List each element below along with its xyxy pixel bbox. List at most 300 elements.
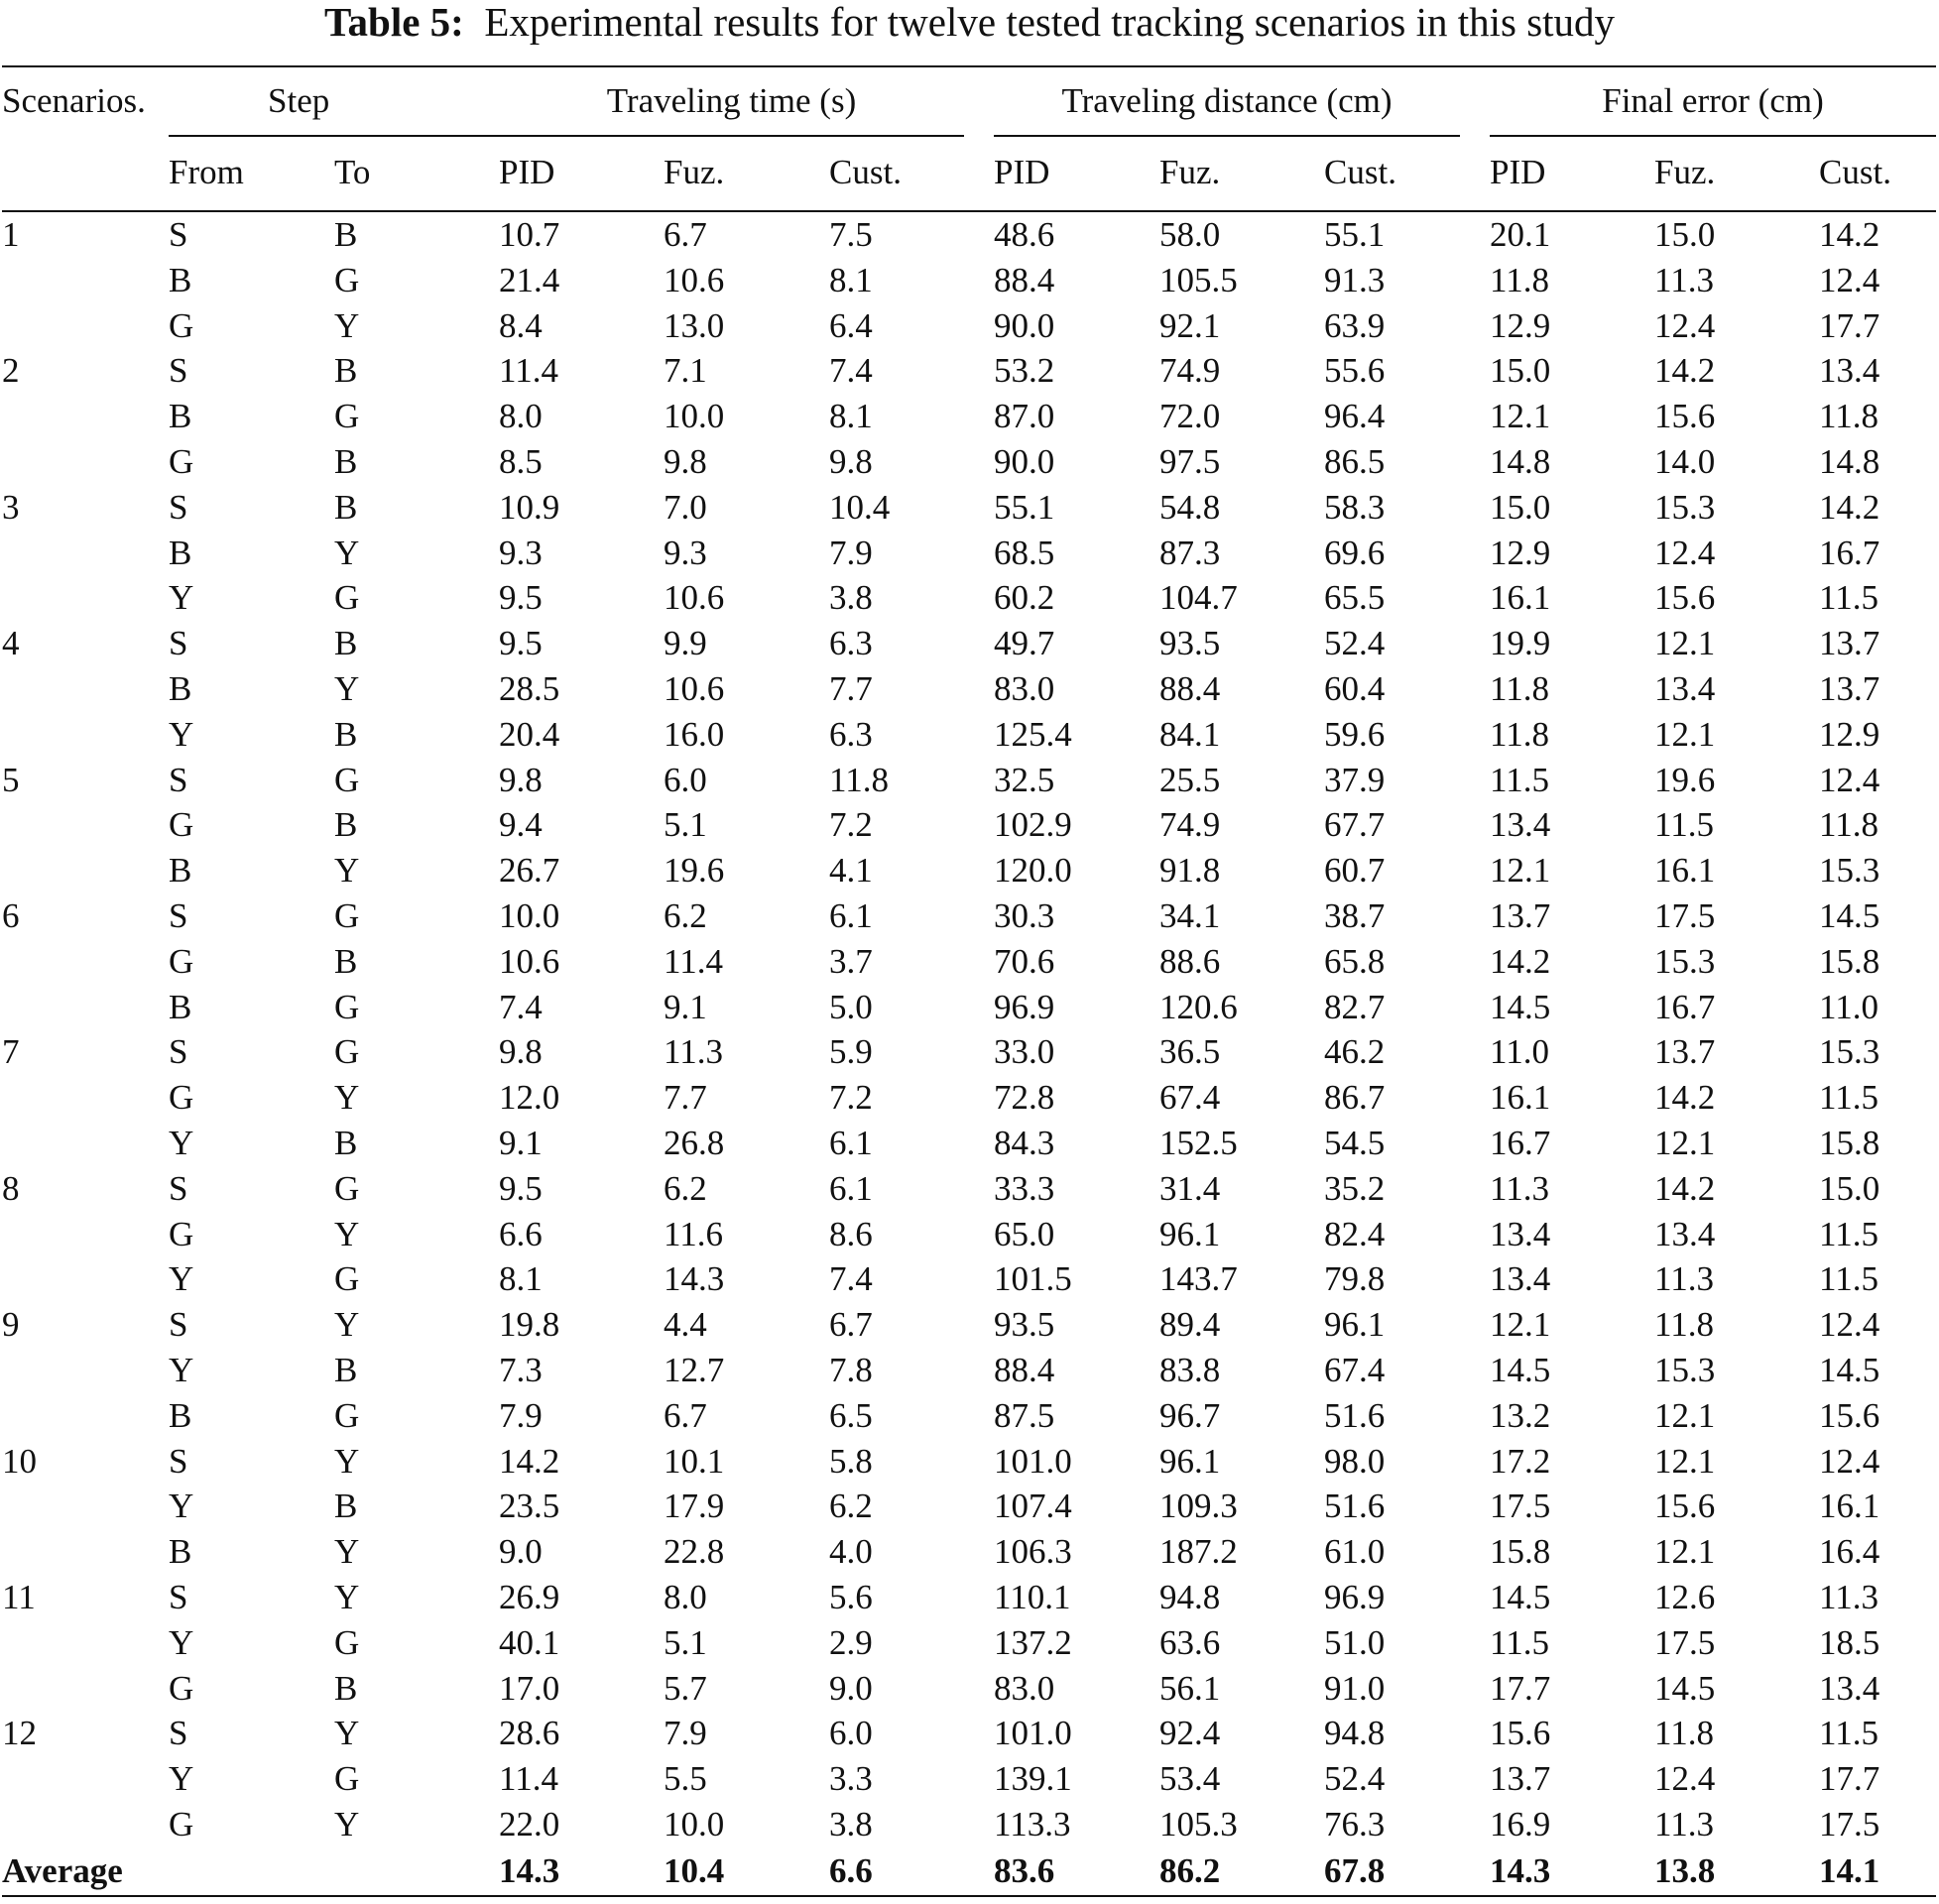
cell-dist-fuz: 96.7 [1159, 1395, 1221, 1435]
table-body [2, 212, 1936, 1847]
cell-dist-pid: 106.3 [994, 1532, 1072, 1572]
cell-dist-cust: 69.6 [1324, 533, 1386, 572]
cell-err-cust: 12.9 [1819, 714, 1880, 754]
cell-scenario: 1 [2, 215, 20, 254]
header-pid-dist: PID [994, 135, 1159, 211]
avg-dist-pid: 83.6 [994, 1847, 1159, 1896]
cell-dist-fuz: 104.7 [1159, 578, 1238, 618]
header-fuz-dist: Fuz. [1159, 135, 1324, 211]
cell-from: G [169, 941, 194, 981]
cell-dist-cust: 55.1 [1324, 215, 1386, 254]
cell-dist-cust: 79.8 [1324, 1259, 1386, 1299]
header-cust-err: Cust. [1819, 135, 1936, 211]
cell-time-cust: 10.4 [829, 487, 891, 527]
cell-from: B [169, 987, 192, 1026]
cell-dist-pid: 88.4 [994, 1350, 1055, 1389]
cell-to: B [334, 1350, 358, 1389]
cell-time-pid: 8.0 [499, 397, 543, 436]
cell-dist-pid: 48.6 [994, 215, 1055, 254]
avg-err-fuz: 13.8 [1654, 1847, 1819, 1896]
results-table [2, 65, 1936, 1897]
cell-to: Y [334, 1577, 360, 1616]
cell-scenario [2, 1393, 169, 1439]
cell-time-cust: 6.0 [829, 1714, 873, 1753]
cell-dist-fuz: 53.4 [1159, 1759, 1221, 1799]
cell-scenario: 5 [2, 760, 20, 799]
cell-time-fuz: 11.6 [664, 1214, 723, 1253]
cell-time-pid: 10.0 [499, 895, 560, 935]
cell-time-cust: 6.2 [829, 1487, 873, 1526]
cell-time-pid: 9.1 [499, 1123, 543, 1162]
cell-dist-cust: 76.3 [1324, 1804, 1386, 1844]
cell-dist-cust: 38.7 [1324, 895, 1386, 935]
cell-time-cust: 7.9 [829, 533, 873, 572]
cell-time-fuz: 7.7 [664, 1078, 707, 1118]
cell-dist-fuz: 67.4 [1159, 1078, 1221, 1118]
cell-to: G [334, 1032, 360, 1072]
cell-dist-pid: 90.0 [994, 441, 1055, 481]
cell-dist-pid: 65.0 [994, 1214, 1055, 1253]
cell-dist-fuz: 94.8 [1159, 1577, 1221, 1616]
cell-err-pid: 20.1 [1490, 215, 1551, 254]
cell-time-pid: 19.8 [499, 1305, 560, 1345]
cell-err-pid: 14.5 [1490, 1577, 1551, 1616]
cell-err-fuz: 19.6 [1654, 760, 1716, 799]
cell-dist-pid: 84.3 [994, 1123, 1055, 1162]
cell-time-pid: 26.7 [499, 851, 560, 891]
cell-scenario [2, 1802, 169, 1847]
cell-scenario [2, 531, 169, 576]
cell-time-fuz: 9.1 [664, 987, 707, 1026]
table-row [2, 1348, 1936, 1393]
cell-time-pid: 9.4 [499, 805, 543, 845]
cell-dist-fuz: 92.1 [1159, 305, 1221, 345]
caption-text: Experimental results for twelve tested tracking scenarios in this study [484, 0, 1616, 45]
cell-err-cust: 11.5 [1819, 1078, 1878, 1118]
cell-err-pid: 12.1 [1490, 851, 1551, 891]
cell-to: B [334, 805, 358, 845]
cell-dist-pid: 33.3 [994, 1168, 1055, 1208]
cell-to: Y [334, 851, 360, 891]
cell-err-cust: 17.5 [1819, 1804, 1880, 1844]
average-row [2, 1847, 1936, 1896]
header-sub-row [2, 135, 1936, 211]
cell-err-pid: 16.9 [1490, 1804, 1551, 1844]
cell-dist-cust: 59.6 [1324, 714, 1386, 754]
cell-err-fuz: 12.1 [1654, 1395, 1716, 1435]
cell-time-pid: 7.9 [499, 1395, 543, 1435]
cell-time-cust: 6.4 [829, 305, 873, 345]
cell-from: Y [169, 714, 194, 754]
cell-time-pid: 28.6 [499, 1714, 560, 1753]
cell-err-fuz: 11.3 [1654, 1804, 1714, 1844]
cell-time-fuz: 13.0 [664, 305, 725, 345]
cell-to: G [334, 1395, 360, 1435]
table-row [2, 439, 1936, 485]
cell-to: Y [334, 1441, 360, 1481]
table-row [2, 666, 1936, 712]
cell-time-pid: 6.6 [499, 1214, 543, 1253]
cell-dist-cust: 63.9 [1324, 305, 1386, 345]
cell-err-pid: 16.7 [1490, 1123, 1551, 1162]
cell-to: Y [334, 1214, 360, 1253]
table-row [2, 1029, 1936, 1075]
cell-to: G [334, 1259, 360, 1299]
cell-to: Y [334, 1714, 360, 1753]
cell-time-cust: 7.4 [829, 351, 873, 391]
avg-time-fuz: 10.4 [664, 1847, 829, 1896]
cell-err-fuz: 14.2 [1654, 351, 1716, 391]
table-row [2, 985, 1936, 1030]
table-row [2, 712, 1936, 758]
cell-dist-cust: 96.1 [1324, 1305, 1386, 1345]
cell-err-fuz: 12.1 [1654, 714, 1716, 754]
cell-dist-fuz: 58.0 [1159, 215, 1221, 254]
cell-err-pid: 15.0 [1490, 487, 1551, 527]
cell-scenario: 8 [2, 1168, 20, 1208]
cell-dist-pid: 33.0 [994, 1032, 1055, 1072]
cell-from: Y [169, 578, 194, 618]
cell-err-fuz: 13.7 [1654, 1032, 1716, 1072]
cell-time-fuz: 9.3 [664, 533, 707, 572]
cell-time-pid: 21.4 [499, 260, 560, 299]
cell-err-cust: 14.5 [1819, 1350, 1880, 1389]
cell-dist-pid: 72.8 [994, 1078, 1055, 1118]
cell-time-cust: 8.1 [829, 260, 873, 299]
cell-time-pid: 10.9 [499, 487, 560, 527]
cell-err-cust: 15.3 [1819, 851, 1880, 891]
cell-time-cust: 8.6 [829, 1214, 873, 1253]
cell-dist-cust: 46.2 [1324, 1032, 1386, 1072]
cell-err-cust: 14.5 [1819, 895, 1880, 935]
cell-time-pid: 9.0 [499, 1532, 543, 1572]
cell-time-cust: 5.8 [829, 1441, 873, 1481]
header-traveling-time: Traveling time (s) [606, 81, 857, 120]
cell-time-pid: 12.0 [499, 1078, 560, 1118]
cell-dist-cust: 82.4 [1324, 1214, 1386, 1253]
cell-time-cust: 6.1 [829, 1168, 873, 1208]
cell-err-cust: 11.5 [1819, 578, 1878, 618]
cell-err-cust: 14.8 [1819, 441, 1880, 481]
cell-to: Y [334, 1532, 360, 1572]
cell-dist-pid: 139.1 [994, 1759, 1072, 1799]
cell-time-pid: 10.7 [499, 215, 560, 254]
cell-from: S [169, 1714, 188, 1753]
cell-time-fuz: 10.1 [664, 1441, 725, 1481]
cell-scenario [2, 1620, 169, 1666]
cell-dist-cust: 94.8 [1324, 1714, 1386, 1753]
cell-err-pid: 15.6 [1490, 1714, 1551, 1753]
table-row [2, 1620, 1936, 1666]
cell-dist-cust: 65.8 [1324, 941, 1386, 981]
cell-from: Y [169, 1487, 194, 1526]
cell-time-cust: 7.2 [829, 805, 873, 845]
cell-from: Y [169, 1622, 194, 1662]
cell-err-pid: 12.9 [1490, 533, 1551, 572]
cell-scenario [2, 1256, 169, 1302]
cell-time-fuz: 9.8 [664, 441, 707, 481]
cell-err-cust: 11.8 [1819, 805, 1878, 845]
cell-time-fuz: 5.7 [664, 1668, 707, 1708]
cell-time-cust: 7.2 [829, 1078, 873, 1118]
cell-time-fuz: 14.3 [664, 1259, 725, 1299]
cell-scenario: 9 [2, 1305, 20, 1345]
table-row [2, 303, 1936, 349]
cell-dist-cust: 60.7 [1324, 851, 1386, 891]
cell-to: Y [334, 1078, 360, 1118]
cell-to: G [334, 987, 360, 1026]
cell-err-pid: 11.5 [1490, 760, 1549, 799]
cell-scenario [2, 1756, 169, 1802]
cell-scenario [2, 1529, 169, 1575]
cell-err-fuz: 15.3 [1654, 1350, 1716, 1389]
avg-dist-cust: 67.8 [1324, 1847, 1490, 1896]
avg-err-pid: 14.3 [1490, 1847, 1654, 1896]
cell-dist-pid: 107.4 [994, 1487, 1072, 1526]
cell-err-fuz: 12.4 [1654, 305, 1716, 345]
average-label: Average [2, 1847, 169, 1896]
cell-dist-fuz: 72.0 [1159, 397, 1221, 436]
cell-time-cust: 2.9 [829, 1622, 873, 1662]
cell-to: Y [334, 668, 360, 708]
cell-err-fuz: 13.4 [1654, 1214, 1716, 1253]
cell-dist-pid: 88.4 [994, 260, 1055, 299]
cell-dist-cust: 67.4 [1324, 1350, 1386, 1389]
cell-err-cust: 12.4 [1819, 1305, 1880, 1345]
cell-time-pid: 9.3 [499, 533, 543, 572]
cell-err-fuz: 15.6 [1654, 578, 1716, 618]
cell-time-fuz: 6.0 [664, 760, 707, 799]
cell-scenario [2, 712, 169, 758]
cell-dist-fuz: 143.7 [1159, 1259, 1238, 1299]
cell-dist-fuz: 187.2 [1159, 1532, 1238, 1572]
cell-err-fuz: 12.4 [1654, 1759, 1716, 1799]
cell-err-cust: 15.3 [1819, 1032, 1880, 1072]
cell-from: S [169, 351, 188, 391]
cell-time-cust: 6.1 [829, 895, 873, 935]
avg-time-cust: 6.6 [829, 1847, 994, 1896]
cell-dist-fuz: 88.4 [1159, 668, 1221, 708]
header-final-error: Final error (cm) [1602, 81, 1824, 120]
cell-time-cust: 5.9 [829, 1032, 873, 1072]
cell-to: G [334, 1759, 360, 1799]
cell-err-cust: 11.0 [1819, 987, 1878, 1026]
cell-from: Y [169, 1759, 194, 1799]
cell-err-pid: 11.5 [1490, 1622, 1549, 1662]
table-row [2, 348, 1936, 394]
cell-dist-pid: 70.6 [994, 941, 1055, 981]
cell-from: B [169, 1395, 192, 1435]
cell-from: B [169, 668, 192, 708]
cell-to: G [334, 260, 360, 299]
cell-dist-pid: 68.5 [994, 533, 1055, 572]
cell-dist-cust: 91.3 [1324, 260, 1386, 299]
cell-from: Y [169, 1259, 194, 1299]
cell-time-cust: 6.1 [829, 1123, 873, 1162]
cell-dist-cust: 35.2 [1324, 1168, 1386, 1208]
cell-dist-pid: 110.1 [994, 1577, 1071, 1616]
cell-dist-fuz: 74.9 [1159, 351, 1221, 391]
cell-err-pid: 13.4 [1490, 1259, 1551, 1299]
cell-err-cust: 13.4 [1819, 351, 1880, 391]
cell-err-fuz: 15.3 [1654, 941, 1716, 981]
cell-err-fuz: 12.6 [1654, 1577, 1716, 1616]
cell-to: Y [334, 533, 360, 572]
cell-dist-fuz: 31.4 [1159, 1168, 1221, 1208]
cell-dist-cust: 52.4 [1324, 624, 1386, 663]
table-row [2, 939, 1936, 985]
cell-err-cust: 14.2 [1819, 215, 1880, 254]
cell-from: S [169, 895, 188, 935]
cell-err-cust: 16.7 [1819, 533, 1880, 572]
cell-time-cust: 6.3 [829, 624, 873, 663]
cell-err-pid: 11.8 [1490, 714, 1549, 754]
cell-scenario: 7 [2, 1032, 20, 1072]
cell-time-fuz: 6.2 [664, 1168, 707, 1208]
cell-err-pid: 13.4 [1490, 1214, 1551, 1253]
cell-err-cust: 12.4 [1819, 1441, 1880, 1481]
cell-dist-fuz: 84.1 [1159, 714, 1221, 754]
cell-time-cust: 8.1 [829, 397, 873, 436]
cell-dist-fuz: 83.8 [1159, 1350, 1221, 1389]
cell-err-pid: 12.1 [1490, 397, 1551, 436]
cell-dist-pid: 60.2 [994, 578, 1055, 618]
cell-dist-cust: 65.5 [1324, 578, 1386, 618]
table-row [2, 1393, 1936, 1439]
cell-dist-cust: 98.0 [1324, 1441, 1386, 1481]
cell-scenario [2, 303, 169, 349]
table-row [2, 1439, 1936, 1485]
cell-time-fuz: 5.1 [664, 805, 707, 845]
cell-to: B [334, 1487, 358, 1526]
cell-to: B [334, 215, 358, 254]
cell-time-fuz: 7.1 [664, 351, 707, 391]
cell-time-cust: 7.8 [829, 1350, 873, 1389]
table-row [2, 758, 1936, 803]
cell-time-cust: 11.8 [829, 760, 889, 799]
cell-err-fuz: 14.2 [1654, 1078, 1716, 1118]
cell-time-fuz: 6.7 [664, 215, 707, 254]
table-row [2, 1121, 1936, 1166]
cell-time-pid: 8.5 [499, 441, 543, 481]
cell-dist-pid: 113.3 [994, 1804, 1071, 1844]
cell-from: G [169, 805, 194, 845]
cell-dist-cust: 55.6 [1324, 351, 1386, 391]
cell-err-cust: 11.5 [1819, 1214, 1878, 1253]
cell-scenario [2, 439, 169, 485]
cell-time-cust: 6.3 [829, 714, 873, 754]
cell-err-pid: 14.5 [1490, 987, 1551, 1026]
table-row [2, 1256, 1936, 1302]
cell-scenario [2, 575, 169, 621]
cell-dist-fuz: 105.3 [1159, 1804, 1238, 1844]
cell-dist-cust: 86.7 [1324, 1078, 1386, 1118]
cell-dist-pid: 87.0 [994, 397, 1055, 436]
cell-time-cust: 3.7 [829, 941, 873, 981]
cell-err-fuz: 12.1 [1654, 1441, 1716, 1481]
cell-dist-fuz: 152.5 [1159, 1123, 1238, 1162]
table-row [2, 893, 1936, 939]
table-row [2, 1075, 1936, 1121]
cell-err-cust: 17.7 [1819, 305, 1880, 345]
cell-err-fuz: 12.1 [1654, 1532, 1716, 1572]
cell-time-fuz: 22.8 [664, 1532, 725, 1572]
cell-time-pid: 7.4 [499, 987, 543, 1026]
cell-dist-fuz: 74.9 [1159, 805, 1221, 845]
table-row [2, 1575, 1936, 1620]
cell-err-fuz: 15.6 [1654, 1487, 1716, 1526]
cell-from: B [169, 397, 192, 436]
table-row [2, 1529, 1936, 1575]
cell-from: S [169, 1441, 188, 1481]
cell-from: B [169, 533, 192, 572]
cell-err-pid: 12.9 [1490, 305, 1551, 345]
cell-time-cust: 9.0 [829, 1668, 873, 1708]
cell-err-cust: 15.8 [1819, 941, 1880, 981]
avg-dist-fuz: 86.2 [1159, 1847, 1324, 1896]
cell-from: Y [169, 1350, 194, 1389]
cell-to: G [334, 895, 360, 935]
caption-label: Table 5: [323, 0, 464, 45]
cell-dist-pid: 101.0 [994, 1714, 1072, 1753]
cell-dist-fuz: 87.3 [1159, 533, 1221, 572]
table-row [2, 1166, 1936, 1212]
cell-to: B [334, 351, 358, 391]
header-traveling-distance: Traveling distance (cm) [1061, 81, 1393, 120]
cell-dist-fuz: 54.8 [1159, 487, 1221, 527]
cell-err-cust: 17.7 [1819, 1759, 1880, 1799]
cell-scenario [2, 1348, 169, 1393]
cell-err-pid: 14.8 [1490, 441, 1551, 481]
cell-time-cust: 7.5 [829, 215, 873, 254]
cell-err-fuz: 12.4 [1654, 533, 1716, 572]
table-row [2, 1302, 1936, 1348]
table-row [2, 1711, 1936, 1756]
cell-err-fuz: 17.5 [1654, 1622, 1716, 1662]
table-row [2, 212, 1936, 258]
cell-err-fuz: 15.3 [1654, 487, 1716, 527]
cell-time-fuz: 6.7 [664, 1395, 707, 1435]
cell-err-pid: 11.3 [1490, 1168, 1549, 1208]
cell-dist-fuz: 92.4 [1159, 1714, 1221, 1753]
cell-err-pid: 13.4 [1490, 805, 1551, 845]
cell-time-pid: 20.4 [499, 714, 560, 754]
cell-err-fuz: 11.8 [1654, 1305, 1714, 1345]
cell-dist-fuz: 34.1 [1159, 895, 1221, 935]
cell-time-fuz: 10.0 [664, 1804, 725, 1844]
cell-scenario [2, 1484, 169, 1529]
cell-err-pid: 14.5 [1490, 1350, 1551, 1389]
cell-err-cust: 12.4 [1819, 260, 1880, 299]
cell-scenario [2, 1121, 169, 1166]
cell-from: B [169, 1532, 192, 1572]
cell-err-fuz: 16.1 [1654, 851, 1716, 891]
cell-to: G [334, 397, 360, 436]
cell-time-fuz: 16.0 [664, 714, 725, 754]
cell-dist-pid: 96.9 [994, 987, 1055, 1026]
header-group-row [2, 67, 1936, 135]
cell-dist-fuz: 93.5 [1159, 624, 1221, 663]
cell-scenario [2, 1075, 169, 1121]
cell-time-pid: 23.5 [499, 1487, 560, 1526]
cell-time-cust: 9.8 [829, 441, 873, 481]
header-cust-dist: Cust. [1324, 135, 1490, 211]
cell-time-cust: 4.1 [829, 851, 873, 891]
cell-dist-pid: 101.0 [994, 1441, 1072, 1481]
cell-dist-pid: 90.0 [994, 305, 1055, 345]
cell-to: Y [334, 305, 360, 345]
cell-to: G [334, 578, 360, 618]
